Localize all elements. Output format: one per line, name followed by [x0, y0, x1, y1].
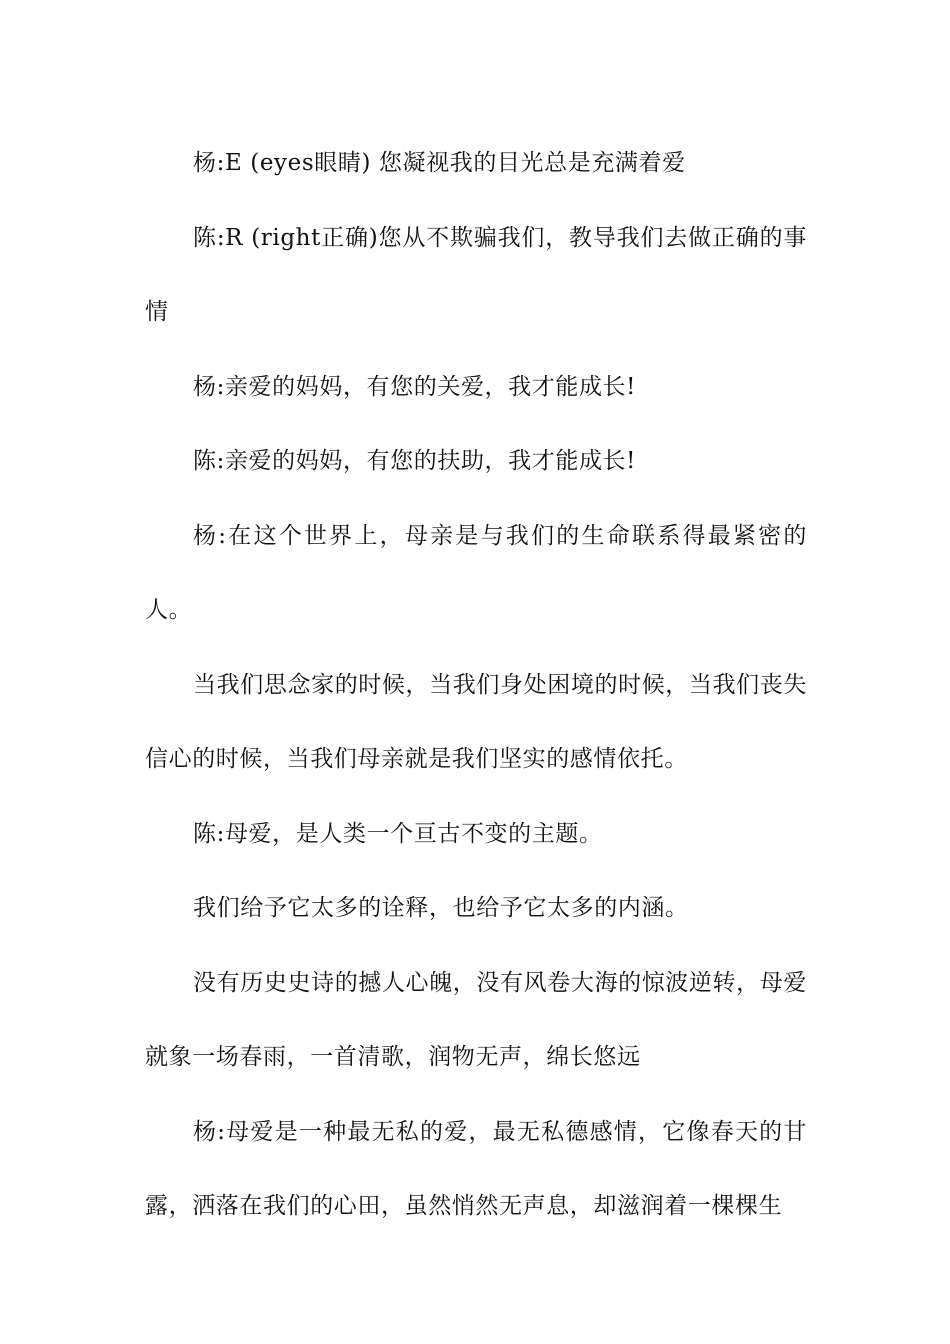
- paragraph: 杨:亲爱的妈妈，有您的关爱，我才能成长!: [193, 373, 636, 400]
- paragraph: 我们给予它太多的诠释，也给予它太多的内涵。: [193, 895, 689, 921]
- paragraph: 杨:E (eyes眼睛) 您凝视我的目光总是充满着爱: [193, 150, 686, 176]
- paragraph: 当我们思念家的时候，当我们身处困境的时候，当我们丧失信心的时候，当我们母亲就是我们坚实的感情依托。: [145, 671, 807, 772]
- paragraph: 陈:亲爱的妈妈，有您的扶助，我才能成长!: [193, 448, 636, 474]
- paragraph: 陈:母爱，是人类一个亘古不变的主题。: [193, 820, 603, 847]
- paragraph: 没有历史史诗的撼人心魄，没有风卷大海的惊波逆转，母爱就象一场春雨，一首清歌，润物无声，绵长悠远: [145, 969, 807, 1070]
- document-body: [145, 126, 807, 1244]
- paragraph: 陈:R (right正确)您从不欺骗我们，教导我们去做正确的事情: [145, 224, 807, 325]
- paragraph: 杨:母爱是一种最无私的爱，最无私德感情，它像春天的甘露，洒落在我们的心田，虽然悄然无声息，却滋润着一棵棵生: [145, 1118, 807, 1219]
- paragraph: 杨:在这个世界上，母亲是与我们的生命联系得最紧密的人。: [145, 522, 807, 623]
